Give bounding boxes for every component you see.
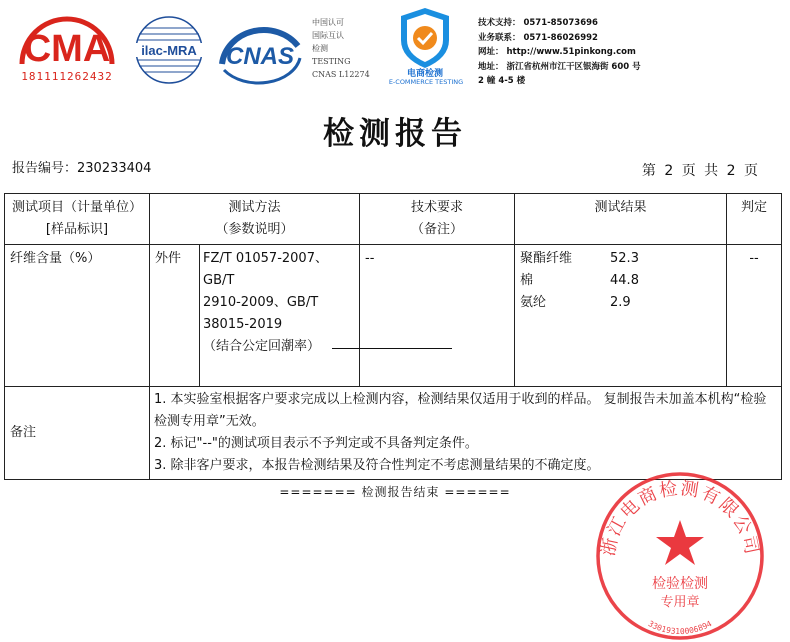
stamp-center-line2: 专用章 (660, 595, 700, 610)
header-result: 测试结果 (515, 194, 727, 245)
cnas-text-line: 中国认可 (312, 18, 344, 27)
table-header-row (5, 194, 782, 245)
contact-line: 地址： 浙江省杭州市江干区银海街 600 号 (478, 61, 641, 72)
cnas-text-line: 国际互认 (312, 31, 344, 40)
cnas-text-line: TESTING (312, 57, 351, 66)
stamp-ring-text: 浙江电商检测有限公司 (597, 477, 763, 558)
report-title: 检测报告 (323, 116, 467, 152)
note-item: 1. 本实验室根据客户要求完成以上检测内容，检测结果仅适用于收到的样品。 复制报告未加盖本机构“检验检测专用章”无效。 (154, 392, 767, 429)
result-fiber-name: 棉 (520, 273, 534, 288)
results-table (4, 193, 782, 480)
header-judgement: 判定 (727, 194, 782, 245)
row-part: 外件 (150, 245, 200, 387)
notes-row (5, 387, 782, 480)
stamp-number: 3301931000689​4 (646, 619, 714, 637)
notes-content (150, 387, 782, 480)
page-info: 第 2 页 共 2 页 (641, 163, 760, 179)
note-item: 2. 标记"--"的测试项目表示不予判定或不具备判定条件。 (154, 436, 478, 451)
stamp-center-line1: 检验检测 (652, 576, 708, 592)
header-requirement (360, 194, 515, 245)
cnas-text-line: 检测 (312, 44, 328, 53)
cma-logo-text: CMA (23, 28, 111, 70)
header-item (5, 194, 150, 245)
header-method-sub: （参数说明） (215, 222, 294, 237)
method-line: （结合公定回潮率） (203, 339, 321, 354)
header-req-sub: （备注） (411, 222, 464, 237)
notes-label: 备注 (5, 387, 150, 480)
ilac-logo-text: ilac-MRA (141, 43, 197, 58)
result-item (520, 292, 721, 314)
header-method-label: 测试方法 (228, 200, 281, 215)
cma-number: 181111262432 (21, 70, 113, 83)
result-fiber-value: 44.8 (610, 273, 639, 288)
header-req-label: 技术要求 (411, 200, 464, 215)
result-item (520, 248, 721, 270)
header-item-label: 测试项目（计量单位） (11, 200, 142, 215)
result-fiber-name: 氨纶 (520, 295, 547, 310)
cma-logo (8, 14, 126, 86)
row-results (515, 245, 727, 387)
report-header (0, 0, 790, 100)
note-item: 3. 除非客户要求，本报告检测结果及符合性判定不考虑测量结果的不确定度。 (154, 458, 600, 473)
method-line: 38015-2019 (203, 317, 283, 332)
ilac-mra-logo (130, 14, 208, 86)
cnas-logo (214, 18, 306, 90)
ecommerce-testing-cn: 电商检测 (406, 69, 443, 79)
result-fiber-value: 2.9 (610, 295, 631, 310)
result-fiber-value: 52.3 (610, 251, 639, 266)
result-item (520, 270, 721, 292)
cnas-accreditation-text (312, 16, 384, 81)
result-fiber-name: 聚酯纤维 (520, 251, 573, 266)
contact-line: 网址： http://www.51pinkong.com (478, 47, 636, 57)
contact-info (478, 16, 728, 89)
ecommerce-testing-en: E-COMMERCE TESTING (388, 78, 464, 86)
official-seal-stamp (594, 470, 766, 642)
contact-line: 2 幢 4-5 楼 (478, 76, 526, 86)
table-row (5, 245, 782, 387)
row-method (200, 245, 360, 387)
method-line: 2910-2009、GB/T (203, 295, 319, 310)
method-line: FZ/T 01057-2007、GB/T (203, 251, 328, 288)
row-judgement: -- (727, 245, 782, 387)
cnas-text-line: CNAS L12274 (312, 70, 370, 79)
contact-line: 业务联系： 0571-86026992 (478, 32, 598, 43)
contact-line: 技术支持： 0571-85073696 (478, 18, 598, 28)
row-item: 纤维含量（%） (5, 245, 150, 387)
report-number: 报告编号：230233404 (12, 161, 152, 176)
report-end-marker: ======= 检测报告结束 ====== (279, 485, 511, 499)
divider-line (332, 348, 452, 349)
cnas-logo-text: CNAS (225, 43, 295, 70)
header-item-sub: [样品标识] (45, 222, 109, 237)
header-method (150, 194, 360, 245)
row-requirement: -- (360, 245, 515, 387)
